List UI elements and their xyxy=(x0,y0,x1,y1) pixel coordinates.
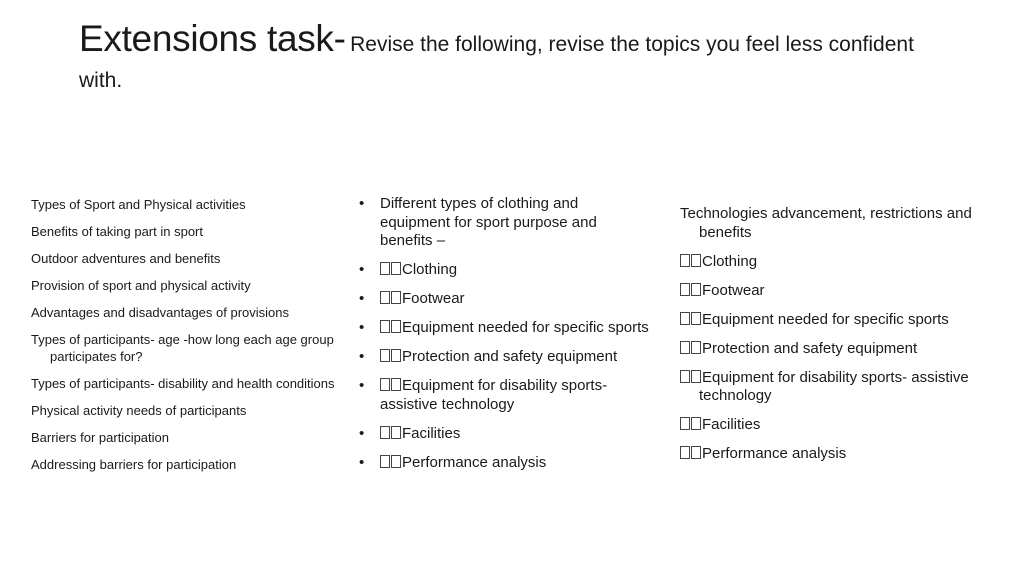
list-item xyxy=(680,282,1000,301)
list-item-label: Equipment for disability sports- assistive technology xyxy=(380,377,608,413)
list-item xyxy=(359,377,649,414)
missing-glyph-icon xyxy=(680,370,690,383)
missing-glyph-icon xyxy=(380,455,390,468)
list-item: Benefits of taking part in sport xyxy=(31,224,203,239)
clothing-equipment-column xyxy=(359,195,649,483)
missing-glyph-icon xyxy=(391,349,401,362)
missing-glyph-icon xyxy=(391,291,401,304)
bullet-icon: • xyxy=(359,453,365,471)
list-item-label: Equipment for disability sports- assistive technology xyxy=(699,368,969,404)
bullet-icon: • xyxy=(359,319,365,336)
missing-glyph-icon xyxy=(680,254,690,267)
missing-glyph-icon xyxy=(680,446,690,459)
missing-glyph-icon xyxy=(691,283,701,296)
missing-glyph-icon xyxy=(691,254,701,267)
missing-glyph-icon xyxy=(691,341,701,354)
list-item: Types of participants- disability and health conditions xyxy=(31,375,335,391)
missing-glyph-icon xyxy=(691,312,701,325)
list-item xyxy=(680,340,1000,359)
list-item: Types of participants- age -how long each age group participates for? xyxy=(31,332,334,364)
missing-glyph-icon xyxy=(680,341,690,354)
list-item: Physical activity needs of participants xyxy=(31,402,247,418)
list-item-label: Protection and safety equipment xyxy=(702,339,918,357)
list-item xyxy=(359,425,649,444)
list-item xyxy=(359,290,649,309)
list-item: Technologies advancement, restrictions and benefits xyxy=(680,205,972,241)
missing-glyph-icon xyxy=(380,378,390,391)
list-item-label: Equipment needed for specific sports xyxy=(402,319,649,336)
bullet-icon: • xyxy=(359,290,365,307)
title-subtitle: Revise the following, revise the topics you feel less confident with. xyxy=(79,33,914,92)
missing-glyph-icon xyxy=(691,446,701,459)
list-item-label: Footwear xyxy=(402,290,465,307)
missing-glyph-icon xyxy=(391,262,401,275)
missing-glyph-icon xyxy=(391,320,401,333)
list-item-label: Footwear xyxy=(702,281,765,299)
missing-glyph-icon xyxy=(680,417,690,430)
missing-glyph-icon xyxy=(391,426,401,439)
list-item xyxy=(359,454,649,473)
list-item-label: Performance analysis xyxy=(702,445,847,462)
slide-title xyxy=(79,18,939,100)
missing-glyph-icon xyxy=(380,426,390,439)
list-item xyxy=(680,253,1000,272)
bullet-icon: • xyxy=(359,261,365,278)
list-item-label: Protection and safety equipment xyxy=(402,348,618,365)
missing-glyph-icon xyxy=(691,370,701,383)
missing-glyph-icon xyxy=(680,283,690,296)
missing-glyph-icon xyxy=(380,320,390,333)
list-item-label: Clothing xyxy=(702,252,758,270)
list-item xyxy=(680,311,1000,330)
list-item: Outdoor adventures and benefits xyxy=(31,251,221,266)
list-item xyxy=(359,348,649,367)
list-item: Barriers for participation xyxy=(31,429,169,445)
list-item-label: Equipment needed for specific sports xyxy=(702,310,949,328)
list-item: Types of Sport and Physical activities xyxy=(31,197,246,212)
missing-glyph-icon xyxy=(380,262,390,275)
technology-column xyxy=(680,205,1000,474)
missing-glyph-icon xyxy=(380,349,390,362)
missing-glyph-icon xyxy=(391,378,401,391)
missing-glyph-icon xyxy=(391,455,401,468)
missing-glyph-icon xyxy=(691,417,701,430)
bullet-icon: • xyxy=(359,195,365,212)
list-item-label: Clothing xyxy=(402,261,458,278)
list-item xyxy=(359,319,649,338)
title-main: Extensions task- xyxy=(79,18,346,59)
list-item-label: Different types of clothing and equipment for sport purpose and benefits – xyxy=(380,195,597,249)
list-item xyxy=(359,261,649,280)
missing-glyph-icon xyxy=(380,291,390,304)
list-item xyxy=(680,445,1000,464)
bullet-icon: • xyxy=(359,348,365,365)
list-item: Addressing barriers for participation xyxy=(31,456,237,472)
list-item xyxy=(680,369,1000,406)
list-item: Provision of sport and physical activity xyxy=(31,278,251,293)
topics-column xyxy=(31,197,336,484)
list-item-label: Facilities xyxy=(402,424,461,442)
list-item xyxy=(359,195,649,251)
list-item xyxy=(680,416,1000,435)
list-item-label: Facilities xyxy=(702,416,761,433)
bullet-icon: • xyxy=(359,377,365,394)
bullet-icon: • xyxy=(359,424,365,442)
list-item-label: Performance analysis xyxy=(402,453,547,471)
list-item: Advantages and disadvantages of provisions xyxy=(31,305,290,320)
missing-glyph-icon xyxy=(680,312,690,325)
